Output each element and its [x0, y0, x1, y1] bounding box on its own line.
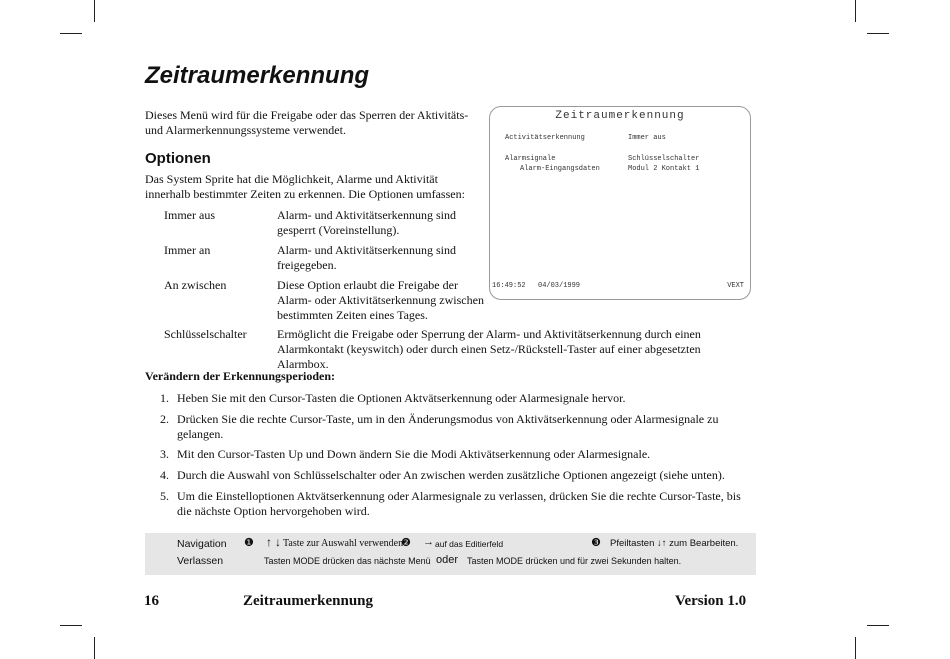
crop-mark [867, 625, 889, 626]
option-term: Immer an [164, 243, 211, 257]
device-screen [489, 106, 751, 300]
exit-instruction: Tasten MODE drücken das nächste Menü [264, 556, 431, 566]
step-text: Heben Sie mit den Cursor-Tasten die Optionen Aktvätserkennung oder Alarmesignale hervor. [177, 391, 626, 405]
page-title: Zeitraumerkennung [145, 62, 370, 89]
arrow-right-icon: → [423, 536, 434, 548]
step-number: 5. [160, 489, 169, 503]
options-heading: Optionen [145, 150, 211, 167]
edit-instruction: auf das Editierfeld [435, 539, 504, 549]
crop-mark [855, 0, 856, 22]
footer-title: Zeitraumerkennung [243, 593, 374, 609]
step-text: Drücken Sie die rechte Cursor-Taste, um in den Änderungsmodus von Aktivätserkennung oder Alarmesignale zu gelangen. [177, 412, 719, 441]
exit-hold-instruction: Tasten MODE drücken und für zwei Sekunden halten. [467, 556, 682, 566]
crop-mark [94, 637, 95, 659]
crop-mark [60, 33, 82, 34]
change-heading: Verändern der Erkennungsperioden: [145, 369, 336, 383]
intro-paragraph: Dieses Menü wird für die Freigabe oder das Sperren der Aktivitäts- und Alarmerkennungssysteme verwendet. [145, 108, 469, 137]
screen-mode: VEXT [727, 282, 744, 290]
screen-row-value: Immer aus [628, 134, 666, 142]
crop-mark [60, 625, 82, 626]
option-description: Diese Option erlaubt die Freigabe der Alarm- oder Aktivitätserkennung zwischen bestimmten Zeiten eines Tages. [277, 278, 484, 322]
screen-row-label: Alarm-Eingangsdaten [520, 165, 600, 173]
page-number: 16 [144, 593, 159, 609]
step-number: 1. [160, 391, 169, 405]
navigation-legend [145, 533, 756, 575]
bullet-one-icon: ❶ [244, 537, 254, 549]
bullet-three-icon: ❸ [591, 537, 601, 549]
step-text: Mit den Cursor-Tasten Up und Down ändern Sie die Modi Aktivätserkennung oder Alarmesignale. [177, 447, 651, 461]
select-instruction: Taste zur Auswahl verwenden [283, 538, 404, 549]
step-text: Durch die Auswahl von Schlüsselschalter oder An zwischen werden zusätzliche Optionen angezeigt (siehe unten). [177, 468, 725, 482]
arrow-up-down-icon: ↑ ↓ [266, 535, 281, 549]
bullet-two-icon: ❷ [401, 537, 411, 549]
screen-row-value: Schlüsselschalter [628, 155, 700, 163]
crop-mark [867, 33, 889, 34]
screen-date: 04/03/1999 [538, 282, 581, 290]
option-description: Alarm- und Aktivitätserkennung sind freigegeben. [277, 243, 456, 272]
crop-mark [855, 637, 856, 659]
arrow-keys-instruction: Pfeiltasten ↓↑ zum Bearbeiten. [610, 538, 739, 549]
screen-row-label: Alarmsignale [505, 155, 556, 163]
option-description: Alarm- und Aktivitätserkennung sind gesperrt (Voreinstellung). [277, 208, 456, 237]
step-number: 3. [160, 447, 169, 461]
step-text: Um die Einstelloptionen Aktvätserkennung oder Alarmesignale zu verlassen, drücken Sie die rechte Cursor-Taste, bis die nächste Option hervorgehoben wird. [177, 489, 741, 518]
crop-mark [94, 0, 95, 22]
step-number: 4. [160, 468, 169, 482]
version-label: Version 1.0 [675, 593, 747, 609]
screen-time: 16:49:52 [492, 282, 526, 290]
option-description: Ermöglicht die Freigabe oder Sperrung der Alarm- und Aktivitätserkennung durch einen Alarmkontakt (keyswitch) oder durch einen Setz-/Rückstell-Taster auf einer abgesetzten Alarmbox. [277, 327, 701, 371]
screen-row-value: Modul 2 Kontakt 1 [628, 165, 700, 173]
navigation-label: Navigation [177, 538, 227, 550]
option-term: Schlüsselschalter [164, 327, 247, 341]
option-term: Immer aus [164, 208, 215, 222]
exit-label: Verlassen [177, 555, 224, 567]
oder-label: oder [436, 554, 459, 566]
options-intro: Das System Sprite hat die Möglichkeit, Alarme und Aktivität innerhalb bestimmter Zeiten zu erkennen. Die Optionen umfassen: [145, 172, 465, 201]
screen-row-label: Activitätserkennung [505, 134, 585, 142]
screen-title: Zeitraumerkennung [555, 110, 685, 122]
option-term: An zwischen [164, 278, 227, 292]
step-number: 2. [160, 412, 169, 426]
